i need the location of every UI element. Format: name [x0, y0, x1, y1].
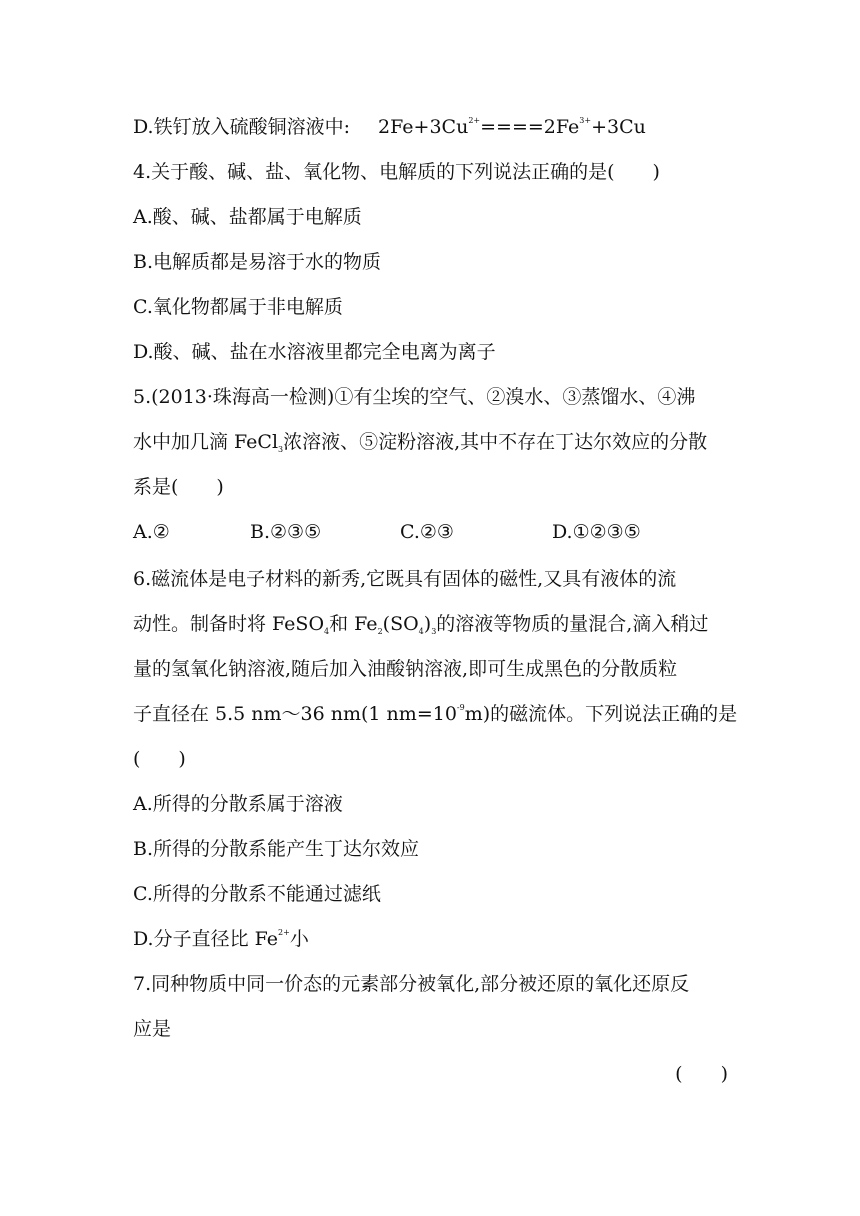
q6-option-c: C.所得的分散系不能通过滤纸: [133, 883, 381, 905]
q4-option-d: D.酸、碱、盐在水溶液里都完全电离为离子: [133, 341, 496, 363]
q7-stem-line-1: 7.同种物质中同一价态的元素部分被氧化,部分被还原的氧化还原反: [133, 973, 690, 995]
q5-stem-line-1: 5.(2013·珠海高一检测)①有尘埃的空气、②溴水、③蒸馏水、④沸: [133, 386, 696, 408]
q5-option-d: D.①②③⑤: [552, 521, 641, 543]
q7-answer-blank: ( ): [675, 1063, 728, 1085]
q3-option-d-equation: $2Fe+3Cu^{2+}====2Fe^{3+}+3Cu$: [378, 116, 646, 138]
q6-option-b: B.所得的分散系能产生丁达尔效应: [133, 838, 420, 860]
q6-option-d: D.分子直径比 $Fe^{2+}$小: [133, 928, 309, 950]
q6-option-a: A.所得的分散系属于溶液: [133, 793, 343, 815]
q6-stem-line-2: 动性。制备时将 FeSO$_4$和 $Fe_2(SO_4)_3$的溶液等物质的量混合,滴入稍过: [133, 613, 709, 636]
q4-stem: 4.关于酸、碱、盐、氧化物、电解质的下列说法正确的是( ): [133, 161, 660, 183]
q5-stem-line-2: 水中加几滴 FeCl$_3$浓溶液、⑤淀粉溶液,其中不存在丁达尔效应的分散: [133, 431, 708, 454]
q6-answer-blank: ( ): [133, 748, 186, 770]
q6-stem-line-3: 量的氢氧化钠溶液,随后加入油酸钠溶液,即可生成黑色的分散质粒: [133, 658, 678, 680]
q7-stem-line-2: 应是: [133, 1018, 172, 1040]
q3-option-d-label: D.铁钉放入硫酸铜溶液中:: [133, 116, 350, 138]
q6-stem-line-4: 子直径在 5.5 nm～36 nm(1 $nm=10^{-9}m$)的磁流体。下列说法正确的是: [133, 703, 738, 725]
q5-option-c: C.②③: [400, 521, 454, 543]
q5-option-a: A.②: [133, 521, 170, 543]
q6-stem-line-1: 6.磁流体是电子材料的新秀,它既具有固体的磁性,又具有液体的流: [133, 568, 677, 590]
q5-stem-line-3: 系是( ): [133, 476, 224, 498]
q4-option-b: B.电解质都是易溶于水的物质: [133, 251, 382, 273]
q4-option-a: A.酸、碱、盐都属于电解质: [133, 206, 362, 228]
q5-option-b: B.②③⑤: [250, 521, 322, 543]
q3-option-d: [133, 115, 646, 139]
q4-option-c: C.氧化物都属于非电解质: [133, 296, 343, 318]
